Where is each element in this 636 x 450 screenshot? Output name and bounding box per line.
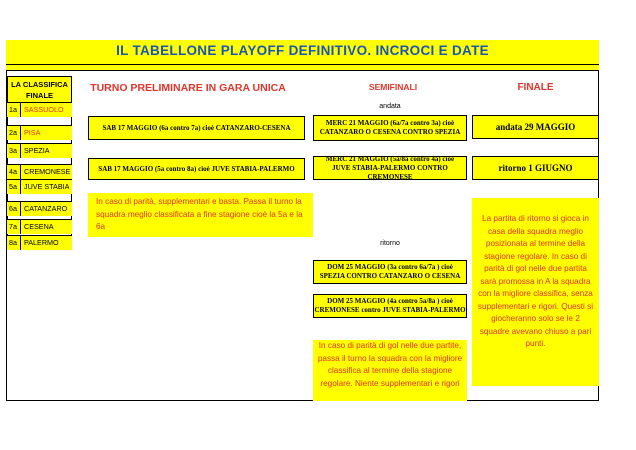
- semifinale-ritorno-1-line1: DOM 25 MAGGIO (3a contro 6a/7a ) cioè: [327, 263, 453, 271]
- classifica-row: [7, 143, 72, 158]
- classifica-row: [7, 201, 72, 216]
- classifica-team: JUVE STABIA: [24, 182, 70, 192]
- finale-andata: andata 29 MAGGIO: [472, 115, 599, 139]
- semifinale-andata-1: [313, 115, 467, 141]
- subtitle-band: [6, 65, 599, 71]
- classifica-pos: 6a: [7, 202, 21, 216]
- classifica-header: [7, 76, 72, 102]
- classifica-header-line1: LA CLASSIFICA: [11, 80, 68, 89]
- semifinale-ritorno-1-line2: SPEZIA CONTRO CATANZARO O CESENA: [319, 272, 461, 280]
- classifica-pos: 7a: [7, 220, 21, 234]
- semifinale-andata-1-line1: MERC 21 MAGGIO (6a/7a contro 3a) cioè: [325, 119, 455, 127]
- semifinali-note: In caso di parità di gol nelle due partite, passa il turno la squadra con la migliore classifica al termine della stagione regolare. Niente supplementari e rigori: [313, 340, 467, 401]
- semifinali-header: SEMIFINALI: [368, 82, 418, 92]
- classifica-team: PALERMO: [24, 238, 59, 248]
- preliminare-header: TURNO PRELIMINARE IN GARA UNICA: [90, 82, 286, 94]
- classifica-row: [7, 102, 72, 117]
- page-title: IL TABELLONE PLAYOFF DEFINITIVO. INCROCI E DATE: [116, 43, 489, 58]
- classifica-team: SPEZIA: [24, 146, 50, 156]
- classifica-pos: 2a: [7, 126, 21, 140]
- semifinale-ritorno-1: [313, 260, 467, 284]
- semifinale-andata-2-line1: MERC 21 MAGGIO (5a/8a contro 4a) cioè: [325, 154, 455, 163]
- semifinale-ritorno-2-line2: CREMONESE contro JUVE STABIA-PALERMO: [314, 306, 466, 314]
- preliminare-match-2: SAB 17 MAGGIO (5a contro 8a) cioè JUVE STABIA-PALERMO: [88, 158, 305, 180]
- andata-label: andata: [379, 103, 401, 110]
- classifica-row: [7, 164, 72, 179]
- classifica-pos: 4a: [7, 165, 21, 179]
- classifica-header-line2: FINALE: [25, 91, 54, 100]
- classifica-row: [7, 235, 72, 250]
- classifica-team: CREMONESE: [24, 167, 71, 177]
- semifinale-andata-2: [313, 156, 467, 180]
- semifinale-andata-2-line2: JUVE STABIA-PALERMO CONTRO CREMONESE: [332, 163, 448, 181]
- preliminare-match-1: SAB 17 MAGGIO (6a contro 7a) cioè CATANZARO-CESENA: [88, 116, 305, 140]
- classifica-pos: 3a: [7, 144, 21, 158]
- classifica-row: [7, 179, 72, 194]
- classifica-team: PISA: [24, 128, 41, 138]
- classifica-row: [7, 219, 72, 234]
- classifica-team: CATANZARO: [24, 204, 68, 214]
- semifinale-andata-1-line2: CATANZARO O CESENA CONTRO SPEZIA: [319, 128, 461, 136]
- classifica-team: SASSUOLO: [24, 105, 64, 115]
- finale-note: La partita di ritorno si gioca in casa della squadra meglio posizionata al termine della stagione regolare. In caso di parità di gol nelle due partita sarà promossa in A la squadra con la migliore classifica, senza supplementari e rigori. Questi si giocheranno solo se le 2 squadre avevano chiuso a pari punti.: [472, 198, 599, 386]
- classifica-team: CESENA: [24, 222, 54, 232]
- ritorno-label: ritorno: [380, 240, 400, 247]
- preliminare-note: In caso di parità, supplementari e basta. Passa il turno la squadra meglio classificata a fine stagione cioè la 5a e la 6a: [88, 193, 313, 237]
- classifica-pos: 1a: [7, 103, 21, 117]
- finale-ritorno: ritorno 1 GIUGNO: [472, 156, 599, 180]
- semifinale-ritorno-2-line1: DOM 25 MAGGIO (4a contro 5a/8a ) cioè: [327, 297, 453, 305]
- semifinale-ritorno-2: [313, 294, 467, 318]
- finale-header: FINALE: [517, 82, 554, 93]
- classifica-row: [7, 125, 72, 140]
- classifica-pos: 5a: [7, 180, 21, 194]
- classifica-pos: 8a: [7, 236, 21, 250]
